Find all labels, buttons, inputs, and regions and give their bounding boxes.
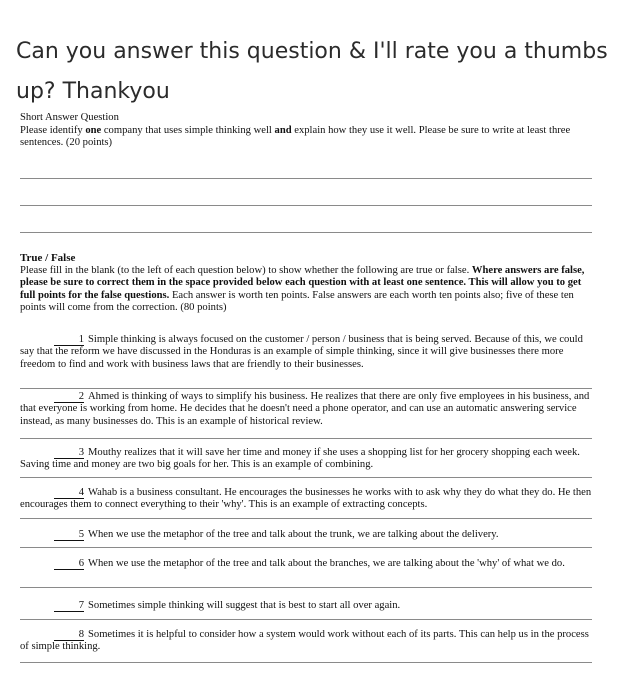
correction-line-4: [20, 518, 592, 519]
true-false-heading: True / False: [20, 252, 76, 264]
tf-instr-a: Please fill in the blank (to the left of each question below) to show whether the following are true or false.: [20, 265, 472, 276]
sa-instr-b: one: [85, 125, 102, 136]
answer-blank[interactable]: 4: [54, 487, 84, 499]
question-text: Wahab is a business consultant. He encourages the businesses he works with to ask why they do what they do. He then encourages them to connect everything to their 'why'. This is an example of extracting concepts.: [20, 487, 592, 511]
correction-line-2: [20, 438, 592, 439]
answer-line-3: [20, 232, 592, 233]
question-1: [20, 334, 592, 371]
answer-blank[interactable]: 6: [54, 558, 84, 570]
true-false-instructions: [20, 265, 592, 315]
short-answer-instructions: [20, 125, 592, 150]
question-4: [20, 487, 592, 512]
correction-line-5: [20, 547, 592, 548]
question-8: [20, 629, 592, 654]
answer-blank[interactable]: 8: [54, 629, 84, 641]
correction-line-1: [20, 388, 592, 389]
sa-instr-c: company that uses simple thinking well: [101, 125, 275, 136]
correction-line-7: [20, 619, 592, 620]
tf-instr-c: Each answer is worth ten points. False answers are each worth ten points also; five of these ten points will come from the correction. (80 points): [20, 289, 574, 314]
correction-line-3: [20, 477, 592, 478]
question-5: [20, 529, 592, 541]
answer-line-2: [20, 205, 592, 206]
question-7: [20, 600, 592, 612]
question-2: [20, 391, 592, 428]
tf-instr-b: Where answers are false, please be sure to correct them in the space provided below each question with at least one sentence. This will allow you to get full points for the false questions.: [20, 265, 585, 301]
answer-blank[interactable]: 7: [54, 600, 84, 612]
short-answer-heading: Short Answer Question: [20, 112, 119, 123]
question-3: [20, 447, 592, 472]
sa-instr-d: and: [274, 125, 292, 136]
answer-blank[interactable]: 1: [54, 334, 84, 346]
sa-instr-e: explain how they use it well. Please be sure to write at least three sentences. (20 points): [20, 125, 571, 149]
correction-line-6: [20, 587, 592, 588]
correction-line-8: [20, 662, 592, 663]
answer-line-1: [20, 178, 592, 179]
question-text: Sometimes simple thinking will suggest that is best to start all over again.: [88, 600, 401, 611]
question-text: Mouthy realizes that it will save her time and money if she uses a shopping list for her grocery shopping each week. Saving time and money are two big goals for her. This is an example of combining.: [20, 447, 580, 471]
sa-instr-a: Please identify: [20, 125, 86, 136]
question-text: When we use the metaphor of the tree and talk about the branches, we are talking about the 'why' of what we do.: [88, 558, 565, 569]
question-text: Sometimes it is helpful to consider how a system would work without each of its parts. This can help us in the process of simple thinking.: [20, 629, 589, 653]
question-text: Ahmed is thinking of ways to simplify his business. He realizes that there are only five employees in his business, and that everyone is working from home. He decides that he doesn't need a phone operator, and can use an automatic answering service instead, as many businesses do. This is an example of historical review.: [20, 391, 590, 427]
post-title: Can you answer this question & I'll rate you a thumbs up? Thankyou: [16, 39, 608, 104]
question-6: [20, 558, 592, 570]
answer-blank[interactable]: 2: [54, 391, 84, 403]
question-text: When we use the metaphor of the tree and talk about the trunk, we are talking about the delivery.: [88, 529, 499, 540]
answer-blank[interactable]: 3: [54, 447, 84, 459]
answer-blank[interactable]: 5: [54, 529, 84, 541]
question-text: Simple thinking is always focused on the customer / person / business that is being served. Because of this, we could say that the reform we have discussed in the Honduras is an example of simple thinking, since it will give businesses there more freedom to find and work with business laws that are friendly to their businesses.: [20, 334, 583, 370]
